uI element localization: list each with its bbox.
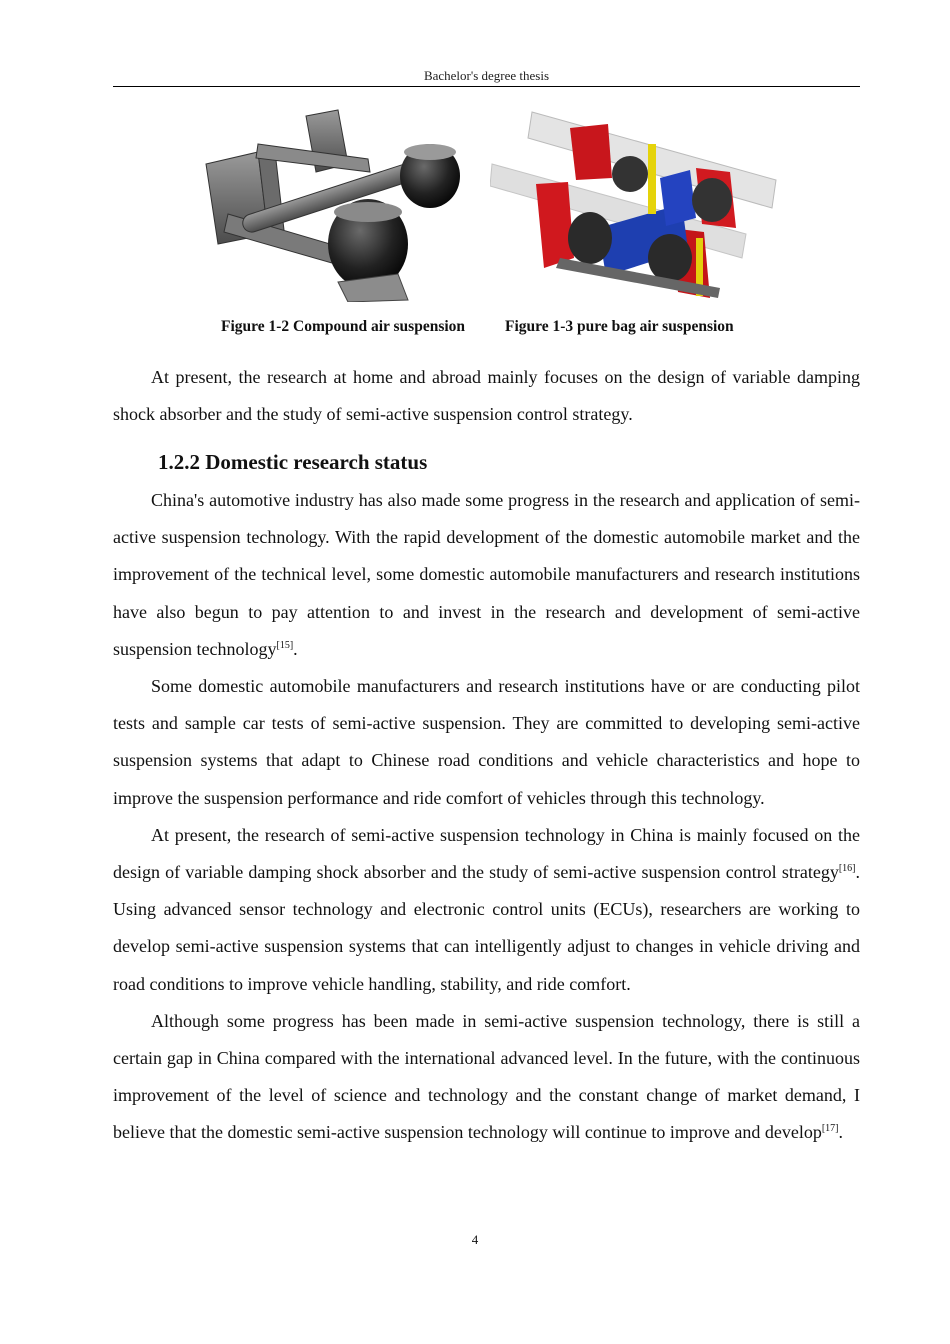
pure-bag-air-suspension-image (490, 108, 778, 302)
paragraph-tail: . Using advanced sensor technology and electronic control units (ECUs), researchers are working to develop semi-active suspension systems that can intelligently adjust to changes in vehicle driving and road conditions to improve vehicle handling, stability, and ride comfort. (113, 862, 860, 994)
paragraph (113, 817, 860, 1003)
paragraph-text: At present, the research of semi-active suspension technology in China is mainly focused on the design of variable damping shock absorber and the study of semi-active suspension control strategy (113, 824, 860, 883)
paragraph-text: China's automotive industry has also made some progress in the research and application of semi-active suspension technology. With the rapid development of the domestic automobile market and the improvement of the technical level, some domestic automobile manufacturers and research institutions have also begun to pay attention to and invest in the research and development of semi-active suspension technology (113, 490, 860, 659)
compound-air-suspension-image (198, 104, 468, 302)
paragraph-text: Some domestic automobile manufacturers and research institutions have or are conducting pilot tests and sample car tests of semi-active suspension. They are committed to developing semi-active suspension systems that adapt to Chinese road conditions and vehicle characteristics and hope to improve the suspension performance and ride comfort of vehicles through this technology. (113, 676, 860, 808)
page-number: 4 (471, 1232, 479, 1247)
figure-caption: Figure 1-3 pure bag air suspension (505, 318, 734, 335)
paragraph (113, 668, 860, 817)
paragraph (113, 482, 860, 668)
paragraph-text: At present, the research at home and abroad mainly focuses on the design of variable damping shock absorber and the study of semi-active suspension control strategy. (113, 367, 860, 425)
paragraph-text: Although some progress has been made in semi-active suspension technology, there is still a certain gap in China compared with the international advanced level. In the future, with the continuous improvement of the level of science and technology and the constant change of market demand, I believe that the domestic semi-active suspension technology will continue to improve and develop (113, 1010, 860, 1143)
intro-paragraph (113, 359, 860, 433)
paragraph-tail: . (838, 1122, 843, 1143)
citation: [17] (821, 1123, 839, 1135)
figure-caption: Figure 1-2 Compound air suspension (221, 318, 466, 335)
paragraph (113, 1003, 860, 1152)
paragraph-tail: . (293, 638, 298, 659)
citation: [16] (838, 863, 856, 875)
citation: [15] (276, 639, 294, 651)
body-paragraphs (113, 482, 860, 1152)
section-heading: 1.2.2 Domestic research status (158, 450, 428, 474)
header-rule (113, 86, 860, 87)
running-header: Bachelor's degree thesis (423, 68, 550, 83)
